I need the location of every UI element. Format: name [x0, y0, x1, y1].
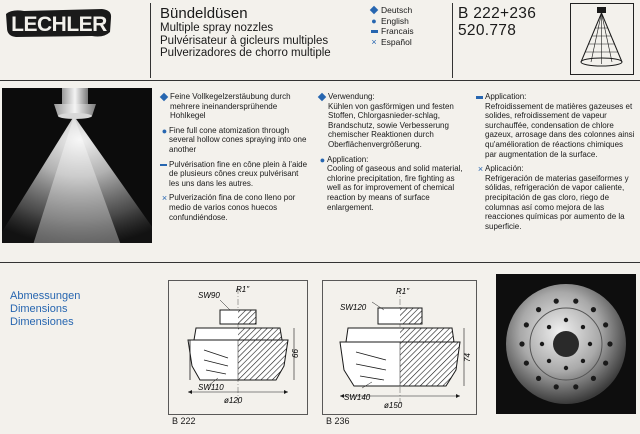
dimensions-heading: Abmessungen Dimensions Dimensiones: [10, 290, 81, 328]
description-en: ● Fine full cone atomization through several hollow cones spraying into one another: [161, 125, 307, 154]
nozzle-hole: [581, 359, 585, 363]
cross-icon: ×: [371, 36, 377, 47]
drawing-b236: [322, 280, 477, 415]
nozzle-hole: [547, 325, 551, 329]
description-es: × Pulverización fina de cono lleno por medio de varios conos huecos confundiéndose.: [161, 193, 296, 222]
usage-de: Verwendung: Kühlen von gasförmigen und festen Stoffen, Chlorgasnieder-schlag, Brandschutz, sowie Verbesserung chemischer Reaktionen durch Oberflächenvergrößerung.: [318, 92, 468, 150]
subtitle-en: Multiple spray nozzles: [160, 22, 274, 34]
nozzle-hole: [607, 341, 612, 346]
description-column: [160, 92, 310, 227]
b222-height: 66: [291, 349, 300, 358]
b236-sw-top: SW120: [340, 303, 367, 312]
usage-en: ● Application: Cooling of gaseous and solid material, chlorine precipitation, fire fighting as well as for improvement of chemical reaction by means of surface enlargement.: [319, 154, 463, 212]
lang-es: × Español: [371, 36, 412, 47]
nozzle-face-photo: [496, 274, 636, 414]
nozzle-hole: [573, 299, 578, 304]
nozzle-hole: [554, 299, 559, 304]
nozzle-hole: [540, 342, 544, 346]
language-legend: [370, 5, 414, 47]
title-block: [160, 5, 331, 60]
nozzle-hole: [536, 307, 541, 312]
b236-thread: R1": [396, 287, 410, 296]
lang-de: Deutsch: [370, 5, 414, 16]
b222-diameter: ø120: [224, 396, 243, 405]
header-divider-1: [150, 3, 151, 78]
nozzle-hole: [524, 360, 529, 365]
nozzle-hole: [603, 322, 608, 327]
nozzle-hole: [573, 384, 578, 389]
model-line-1: B 222+236: [458, 5, 537, 22]
spray-cone-icon: [570, 3, 634, 75]
lang-fr: Francais: [370, 26, 414, 37]
subtitle-fr: Pulvérisateur à gicleurs multiples: [160, 34, 329, 47]
nozzle-hole: [588, 342, 592, 346]
nozzle-hole: [564, 318, 568, 322]
nozzle-hole: [591, 376, 596, 381]
nozzle-hole: [547, 359, 551, 363]
spray-photo: [2, 88, 152, 243]
lechler-logo: [4, 6, 114, 40]
subtitle-es: Pulverizadores de chorro multiple: [160, 47, 331, 59]
nozzle-hole: [536, 376, 541, 381]
model-line-2: 520.778: [458, 22, 517, 39]
nozzle-hole: [554, 384, 559, 389]
b236-height: 74: [463, 353, 472, 362]
nozzle-hole: [581, 325, 585, 329]
description-fr: Pulvérisation fine en cône plein à l'aide de plusieurs cônes creux pulvérisant les uns dans les autres.: [160, 160, 310, 189]
nozzle-hole: [591, 307, 596, 312]
page-title: Bündeldüsen: [160, 5, 248, 22]
b236-label: B 236: [326, 416, 350, 426]
model-numbers: [458, 5, 536, 39]
b222-sw-top: SW90: [198, 291, 220, 300]
drawing-b222: [168, 280, 308, 415]
dash-icon: [371, 30, 378, 33]
b236-sw-bottom: SW140: [344, 393, 371, 402]
usage-es: × Aplicación: Refrigeración de materias gaseiformes y sólidas, refrigeración de vapor caliente, precipitación de gas cloro, riego de columnas así como mejora de las reacciones químicas por aumento de la superficie.: [477, 164, 629, 231]
usage-fr: Application: Refroidissement de matières gazeuses et solides, refroidissement de vapeur surchauffée, condensation de chlore gazeux, arrosage dans des colonnes ainsi qu'amélioration de réactions chimiques par augmentation de la surface.: [476, 92, 636, 159]
lang-en: ● English: [371, 15, 409, 26]
nozzle-hole: [519, 341, 524, 346]
logo-text: LECHLER: [11, 13, 107, 36]
b222-sw-bottom: SW110: [198, 383, 224, 392]
description-de: Feine Vollkegelzerstäubung durch mehrere ineinandersprühende Hohlkegel: [160, 92, 310, 121]
usage-column-1: [318, 92, 468, 217]
header-divider-2: [452, 3, 453, 78]
circle-icon: ●: [371, 15, 377, 26]
section-rule: [0, 262, 640, 263]
usage-column-2: [476, 92, 636, 236]
nozzle-hole: [564, 366, 568, 370]
nozzle-hole: [603, 360, 608, 365]
diamond-icon: [370, 6, 378, 14]
b222-thread: R1": [236, 285, 250, 294]
b236-diameter: ø150: [384, 401, 403, 410]
header-rule: [0, 80, 640, 81]
b222-label: B 222: [172, 416, 196, 426]
nozzle-hole: [524, 322, 529, 327]
